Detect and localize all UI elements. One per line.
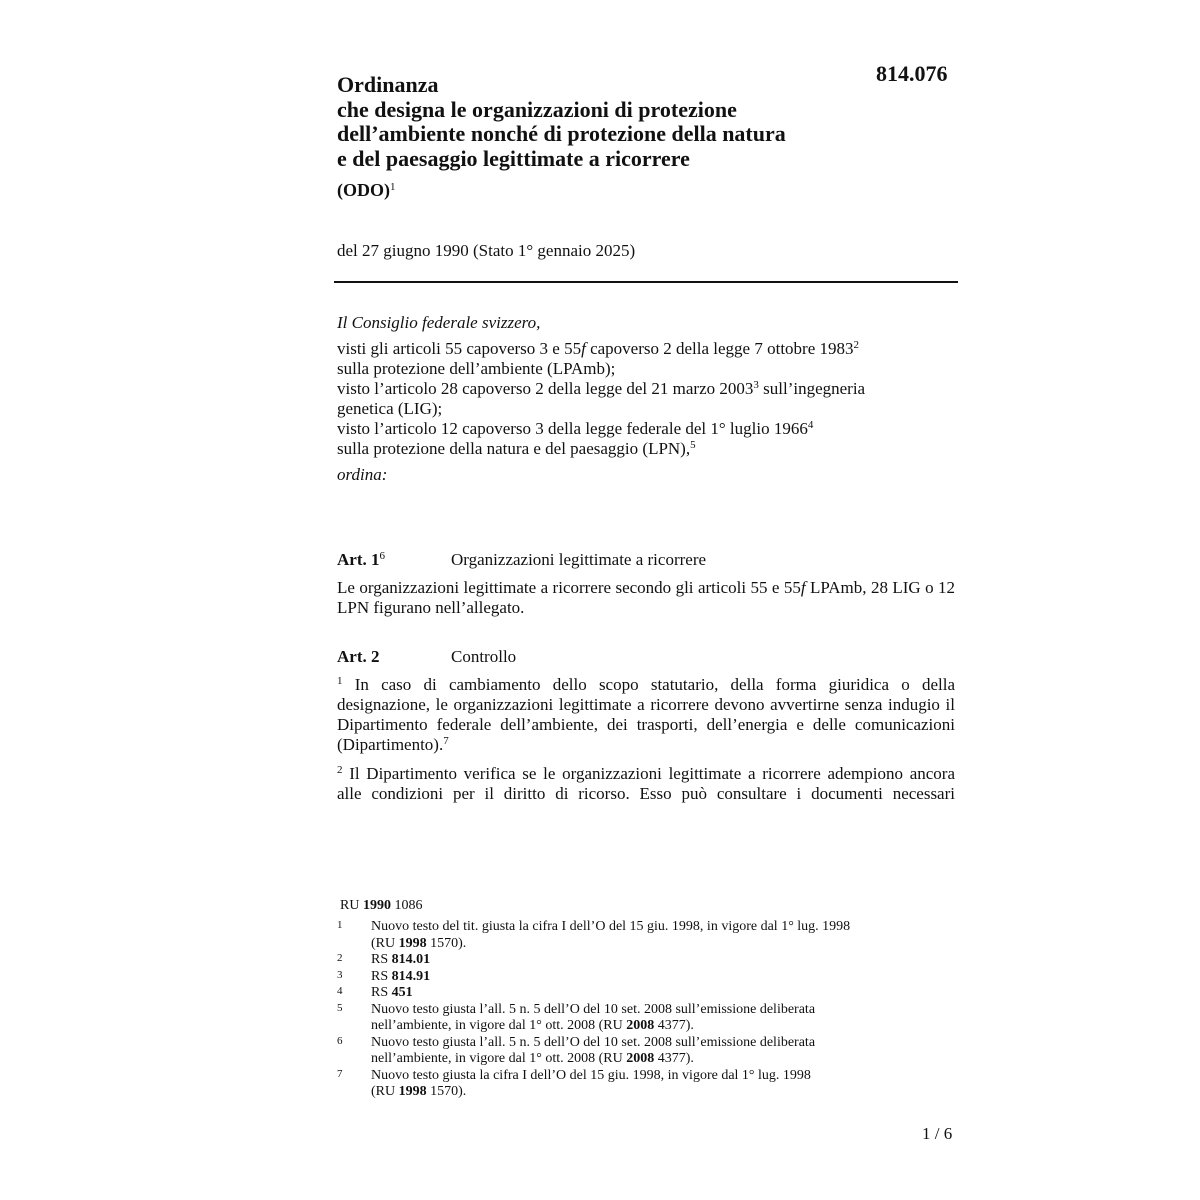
footnote-number: 7 <box>337 1067 343 1080</box>
article-title: Organizzazioni legittimate a ricorrere <box>451 550 707 569</box>
title-line: dell’ambiente nonché di protezione della natura <box>337 121 786 146</box>
article-2-paragraph-2: $^2$ Il Dipartimento verifica se le organizzazioni legittimate a ricorrere adempiono ancora alle condizioni per il diritto di ricorso. Esso può consultare i documenti necessari <box>337 764 955 803</box>
footnote: 6 Nuovo testo giusta l’all. 5 n. 5 dell’O del 10 set. 2008 sull’emissione deliberata nell’ambiente, in vigore dal 1° ott. 2008 (RU 2008 4377). <box>337 1034 816 1066</box>
title-line: Ordinanza <box>337 72 439 97</box>
document-date: del 27 giugno 1990 (Stato 1° gennaio 2025) <box>337 241 636 260</box>
preamble-line: sulla protezione dell’ambiente (LPAmb); <box>337 359 616 378</box>
header-divider <box>334 281 958 283</box>
paragraph-number: 2 <box>337 764 343 776</box>
preamble-line: sulla protezione della natura e del paesaggio (LPN),$^5$ <box>337 439 696 458</box>
footnote-number: 5 <box>337 1001 343 1014</box>
footnote-number: 2 <box>337 952 343 964</box>
footnote-ref[interactable]: 2 <box>853 339 859 351</box>
title-line: che designa le organizzazioni di protezione <box>337 96 737 122</box>
preamble-line: visto l’articolo 28 capoverso 2 della legge del 21 marzo 2003$^3$ sull’ingegneria <box>337 379 866 398</box>
footnote: 3 RS 814.91 <box>337 968 431 984</box>
footnote: 1 Nuovo testo del tit. giusta la cifra I dell’O del 15 giu. 1998, in vigore dal 1° lug. 1998 (RU 1998 1570). <box>337 919 851 951</box>
preamble-line: visti gli articoli 55 capoverso 3 e 55f capoverso 2 della legge 7 ottobre 1983$^2$ <box>337 339 859 358</box>
footnote-ref[interactable]: 3 <box>753 379 759 391</box>
article-number: Art. 2 <box>337 647 380 666</box>
paragraph-number: 1 <box>337 675 343 687</box>
footnote-ref[interactable]: 4 <box>807 419 814 431</box>
official-compilation-ref: RU 1990 1086 <box>340 898 423 913</box>
footnote-number: 6 <box>337 1034 343 1047</box>
title-line: e del paesaggio legittimate a ricorrere <box>337 145 690 171</box>
article-number: Art. $1^6$ <box>337 550 385 569</box>
footnote-number: 1 <box>337 919 343 931</box>
footnote: 5 Nuovo testo giusta l’all. 5 n. 5 dell’O del 10 set. 2008 sull’emissione deliberata nell’ambiente, in vigore dal 1° ott. 2008 (RU 2008 4377). <box>337 1001 816 1033</box>
footnotes <box>337 919 937 1101</box>
preamble <box>337 313 957 485</box>
document-title <box>337 73 786 171</box>
document-abbreviation <box>337 180 396 201</box>
footnote: 2 RS 814.01 <box>337 952 431 967</box>
footnote-ref[interactable]: 6 <box>379 550 385 562</box>
article-1-text: Le organizzazioni legittimate a ricorrere secondo gli articoli 55 e 55f LPAmb, 28 LIG o 12 LPN figurano nell’allegato. <box>337 578 955 617</box>
footnote-number: 3 <box>337 968 343 981</box>
systematic-number: 814.076 <box>876 61 948 86</box>
preamble-line: visto l’articolo 12 capoverso 3 della legge federale del 1° luglio 1966$^4$ <box>337 419 814 438</box>
footnote-ref[interactable]: 1 <box>390 181 396 193</box>
preamble-ordina: ordina: <box>337 465 388 484</box>
article-title: Controllo <box>451 647 517 666</box>
abbreviation-text: (ODO) <box>337 180 390 200</box>
footnote: 4 RS 451 <box>337 985 413 1000</box>
footnote-number: 4 <box>337 985 343 997</box>
footnote-ref[interactable]: 5 <box>690 439 696 451</box>
article-2-paragraph-1: $^1$ In caso di cambiamento dello scopo statutario, della forma giuridica o della designazione, le organizzazioni legittimate a ricorrere devono avvertirne senza indugio il Dipartimento federale dell’ambiente, dei trasporti, dell’energia e delle comunicazioni (Dipartimento).$^7$ <box>337 675 955 754</box>
preamble-authority: Il Consiglio federale svizzero, <box>337 313 541 332</box>
footnote-ref[interactable]: 7 <box>443 735 449 747</box>
page-number: 1 / 6 <box>922 1124 953 1143</box>
footnote: 7 Nuovo testo giusta la cifra I dell’O del 15 giu. 1998, in vigore dal 1° lug. 1998 (RU 1998 1570). <box>337 1067 811 1099</box>
preamble-line: genetica (LIG); <box>337 399 443 418</box>
